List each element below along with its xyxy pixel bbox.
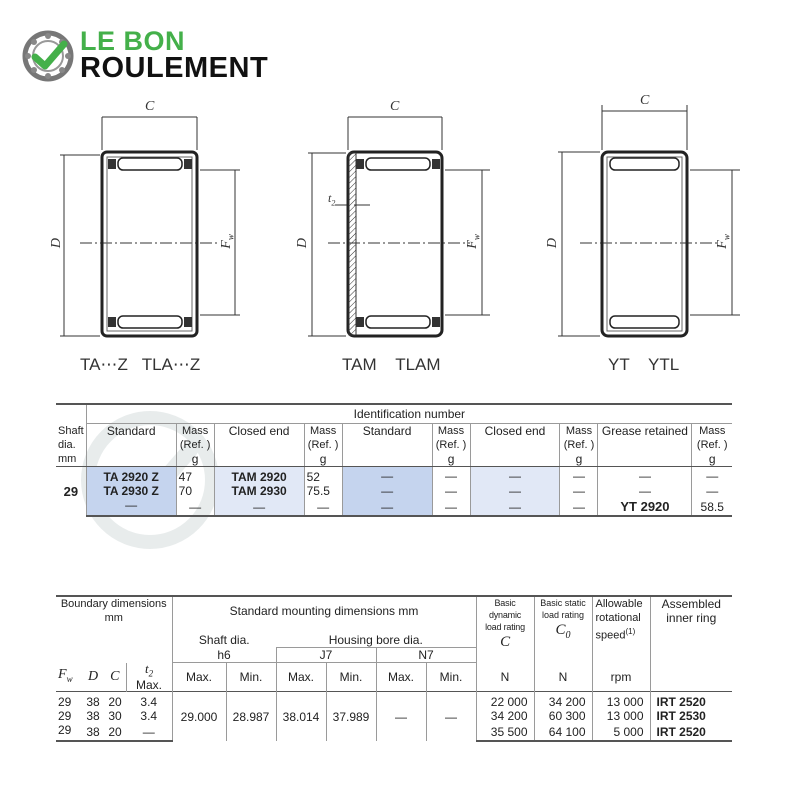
mm-label: mm (56, 452, 86, 467)
col-mass: Mass (Ref. ) (176, 424, 214, 453)
col-mass: Mass (Ref. ) (432, 424, 470, 453)
col-h6-min: Min. (226, 663, 276, 692)
dim-d-label: D (545, 237, 561, 249)
unit-g: g (432, 452, 470, 467)
dim-fw-label: $F_w$ (714, 234, 732, 249)
dim-d-label: D (295, 237, 311, 249)
cell: YT 2920 (598, 498, 692, 516)
cell: 3.4 (126, 692, 172, 710)
cell: — (560, 467, 598, 485)
cell: IRT 2520 (650, 723, 732, 741)
cell: — (598, 484, 692, 498)
cell: — (176, 498, 214, 516)
cell: 34 200 (476, 709, 534, 723)
cell: 64 100 (534, 723, 592, 741)
dim-c-label: C (640, 93, 650, 108)
table-row (56, 692, 732, 710)
bearing-check-icon (22, 30, 74, 82)
cell: — (432, 498, 470, 516)
cell: — (426, 692, 476, 742)
col-closed-end: Closed end (214, 424, 304, 453)
brand-logo (22, 26, 302, 86)
col-t2: $t_2$ Max. (126, 663, 172, 692)
cell: 38 (86, 709, 100, 724)
cell: — (342, 467, 432, 485)
col-mass: Mass (Ref. ) (560, 424, 598, 453)
cell: 29.000 (172, 692, 226, 742)
cell: — (470, 467, 560, 485)
tol-j7: J7 (276, 648, 376, 663)
col-grease-retained: Grease retained (598, 424, 692, 453)
cell: — (432, 467, 470, 485)
col-mass: Mass (Ref. ) (692, 424, 732, 453)
cell: 20 (104, 723, 126, 741)
logo-text-top: LE BON (80, 26, 186, 56)
unit-g: g (176, 452, 214, 467)
dynamic-load-header: Basic dynamic load rating C (476, 596, 534, 663)
boundary-header: Boundary dimensions mm (56, 596, 172, 625)
col-j7-min: Min. (326, 663, 376, 692)
cell: — (560, 484, 598, 498)
cell: — (342, 484, 432, 498)
dia-label: dia. (58, 439, 76, 451)
logo-text-bottom: ROULEMENT (80, 52, 269, 84)
cell: IRT 2530 (650, 709, 732, 723)
col-closed-end-2: Closed end (470, 424, 560, 453)
col-n7-min: Min. (426, 663, 476, 692)
cell: — (214, 498, 304, 516)
cell: — (342, 498, 432, 516)
table-row (56, 484, 732, 498)
cell: 13 000 (592, 709, 650, 723)
cell: TAM 2920 (214, 467, 304, 485)
cell: 28.987 (226, 692, 276, 742)
unit-n: N (534, 663, 592, 692)
dim-c-label: C (390, 99, 400, 114)
cell: — (126, 723, 172, 741)
cell: TAM 2930 (214, 484, 304, 498)
col-n7-max: Max. (376, 663, 426, 692)
static-load-header: Basic static load rating $C_0$ (534, 596, 592, 663)
inner-ring-header: Assembled inner ring (650, 596, 732, 663)
cell: — (432, 484, 470, 498)
series-label-ta-tla: TA⋯Z TLA⋯Z (80, 355, 201, 374)
tol-h6: h6 (172, 648, 276, 663)
cell: 29 (56, 692, 82, 710)
cell: 13 000 (592, 692, 650, 710)
bearing-drawing (540, 95, 770, 345)
col-standard-2: Standard (342, 424, 432, 453)
cell: — (598, 467, 692, 485)
cell: — (304, 498, 342, 516)
series-label-tam-tlam: TAM TLAM (342, 355, 441, 374)
cell: 60 300 (534, 709, 592, 723)
unit-g: g (304, 452, 342, 467)
cell: 22 000 (476, 692, 534, 710)
unit-g: g (692, 452, 732, 467)
dim-fw-label: $F_w$ (218, 234, 236, 249)
dim-c-label: C (145, 99, 155, 114)
housing-dia-header: Housing bore dia. (328, 633, 423, 647)
shaft-dia-value: 29 (63, 483, 79, 499)
series-label-yt-ytl: YT YTL (608, 355, 680, 374)
cell: 35 500 (476, 723, 534, 741)
shaft-label: Shaft (58, 425, 84, 437)
shaft-dia-header: Shaft dia. (172, 625, 276, 648)
cell: 30 (108, 709, 122, 724)
bearing-diagram-yt (540, 95, 770, 385)
bearing-drawing (40, 95, 260, 345)
col-h6-max: Max. (172, 663, 226, 692)
cell: — (470, 498, 560, 516)
col-mass: Mass (Ref. ) (304, 424, 342, 453)
dim-t2-label: $t_2$ (328, 191, 336, 208)
cell: 29 (56, 723, 82, 741)
unit-rpm: rpm (592, 663, 650, 692)
identification-table (56, 403, 732, 517)
dim-fw-label: $F_w$ (464, 234, 482, 249)
cell: — (692, 467, 732, 485)
col-standard: Standard (86, 424, 176, 453)
bearing-diagram-ta-z (40, 95, 260, 385)
ident-header: Identification number (86, 404, 732, 424)
tol-n7: N7 (376, 648, 476, 663)
cell: TA 2930 Z (86, 484, 176, 498)
col-d: D (87, 668, 99, 684)
cell: 20 (104, 692, 126, 710)
cell: — (692, 484, 732, 498)
cell: 38.014 (276, 692, 326, 742)
col-fw: $F_w$ (58, 666, 73, 684)
table-row (56, 467, 732, 485)
dim-d-label: D (49, 237, 65, 249)
mounting-header: Standard mounting dimensions mm (172, 596, 476, 625)
cell: 29 (58, 709, 72, 724)
cell: 38 (82, 692, 104, 710)
cell: — (86, 498, 176, 516)
cell: 52 (304, 467, 342, 485)
cell: — (560, 498, 598, 516)
cell: 3.4 (140, 709, 158, 724)
col-c: C (110, 668, 120, 684)
cell: IRT 2520 (650, 692, 732, 710)
cell: 37.989 (326, 692, 376, 742)
bearing-drawing (290, 95, 510, 345)
dimensions-table (56, 595, 732, 742)
speed-header: Allowable rotational speed$^{(1)}$ (592, 596, 650, 663)
unit-n: N (476, 663, 534, 692)
col-j7-max: Max. (276, 663, 326, 692)
bearing-diagram-tam (290, 95, 510, 385)
cell: TA 2920 Z (86, 467, 176, 485)
cell: — (470, 484, 560, 498)
cell: — (376, 692, 426, 742)
cell: 5 000 (592, 723, 650, 741)
cell: 34 200 (534, 692, 592, 710)
cell: 75.5 (304, 484, 342, 498)
cell: 47 (176, 467, 214, 485)
cell: 58.5 (692, 498, 732, 516)
unit-g: g (560, 452, 598, 467)
table-row (56, 498, 732, 516)
cell: 70 (176, 484, 214, 498)
cell: 38 (82, 723, 104, 741)
